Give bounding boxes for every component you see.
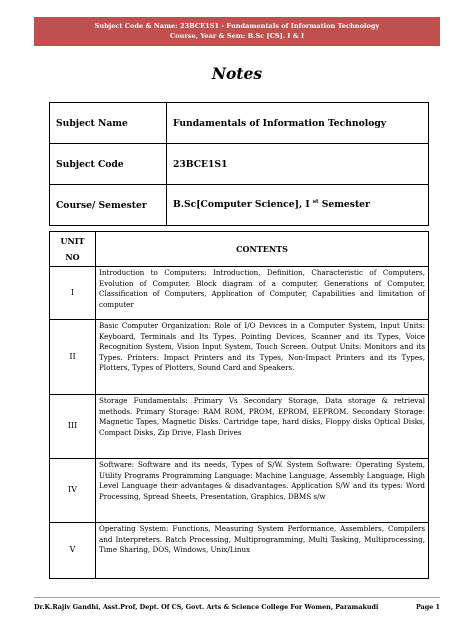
unit-number: V bbox=[50, 523, 96, 579]
subject-code-row bbox=[50, 144, 429, 185]
course-value-semester: Semester bbox=[321, 199, 370, 211]
contents-header: CONTENTS bbox=[96, 232, 429, 267]
units-header-row bbox=[50, 232, 429, 267]
header-subject-line: Subject Code & Name: 23BCE1S1 - Fundamentals of Information Technology bbox=[94, 22, 380, 30]
table-row bbox=[50, 395, 429, 459]
course-value-main: B.Sc[Computer Science], I bbox=[173, 199, 310, 211]
page-header-banner bbox=[34, 17, 440, 46]
units-table bbox=[49, 231, 429, 579]
unit-contents: Software: Software and its needs, Types of S/W. System Software: Operating System, Utility Programs Programming Language: Machine Language, Assembly Language, High Level Language their advantages & disadvantages. Application S/W and its types: Word Processing, Spread Sheets, Presentation, Graphics, DBMS s/w bbox=[96, 459, 429, 523]
unit-number: III bbox=[50, 395, 96, 459]
table-row bbox=[50, 320, 429, 395]
unit-contents: Operating System: Functions, Measuring System Performance, Assemblers, Compilers and Interpreters. Batch Processing, Multiprogramming, Multi Tasking, Multiprocessing, Time Sharing, DOS, Windows, Unix/Linux bbox=[96, 523, 429, 579]
subject-name-value: Fundamentals of Information Technology bbox=[167, 103, 429, 144]
unit-contents: Introduction to Computers: Introduction, Definition, Characteristic of Computers, Evolution of Computer, Block diagram of a computer, Generations of Computer, Classification of Computers, Application of Computer, Capabilities and limitation of computer bbox=[96, 267, 429, 320]
unit-header-line1: UNIT bbox=[60, 236, 85, 246]
unit-contents: Basic Computer Organization: Role of I/O Devices in a Computer System, Input Units: Keyboard, Terminals and Its Types. Pointing Devices, Scanner and its Types, Voice Recognition System, Vision Input System, Touch Screen. Output Units: Monitors and its Types. Printers: Impact Printers and its Types, Non-Impact Printers and its Types, Plotters, Types of Plotters, Sound Card and Speakers. bbox=[96, 320, 429, 395]
table-row bbox=[50, 459, 429, 523]
subject-info-table bbox=[49, 102, 429, 226]
page-footer bbox=[34, 597, 440, 614]
unit-number: II bbox=[50, 320, 96, 395]
footer-author: Dr.K.Rajiv Gandhi, Asst.Prof, Dept. Of CS, Govt. Arts & Science College For Women, Paramakudi bbox=[34, 603, 379, 611]
subject-code-label: Subject Code bbox=[50, 144, 167, 185]
subject-code-value: 23BCE1S1 bbox=[167, 144, 429, 185]
unit-contents: Storage Fundamentals: Primary Vs Secondary Storage, Data storage & retrieval methods. Primary Storage: RAM ROM, PROM, EPROM, EEPROM. Secondary Storage: Magnetic Tapes, Magnetic Disks. Cartridge tape, hard disks, Floppy disks Optical Disks, Compact Disks, Zip Drive, Flash Drives bbox=[96, 395, 429, 459]
header-course-line: Course, Year & Sem: B.Sc [CS]. I & I bbox=[169, 32, 305, 40]
course-semester-label: Course/ Semester bbox=[50, 185, 167, 226]
unit-no-header bbox=[50, 232, 96, 267]
unit-number: I bbox=[50, 267, 96, 320]
unit-header-line2: NO bbox=[65, 252, 80, 262]
unit-number: IV bbox=[50, 459, 96, 523]
course-value-superscript: st bbox=[312, 199, 319, 206]
subject-name-label: Subject Name bbox=[50, 103, 167, 144]
table-row bbox=[50, 523, 429, 579]
table-row bbox=[50, 267, 429, 320]
subject-name-row bbox=[50, 103, 429, 144]
page-title: Notes bbox=[211, 64, 263, 83]
page-number: Page 1 bbox=[416, 603, 440, 611]
course-semester-value bbox=[167, 185, 429, 226]
course-semester-row bbox=[50, 185, 429, 226]
